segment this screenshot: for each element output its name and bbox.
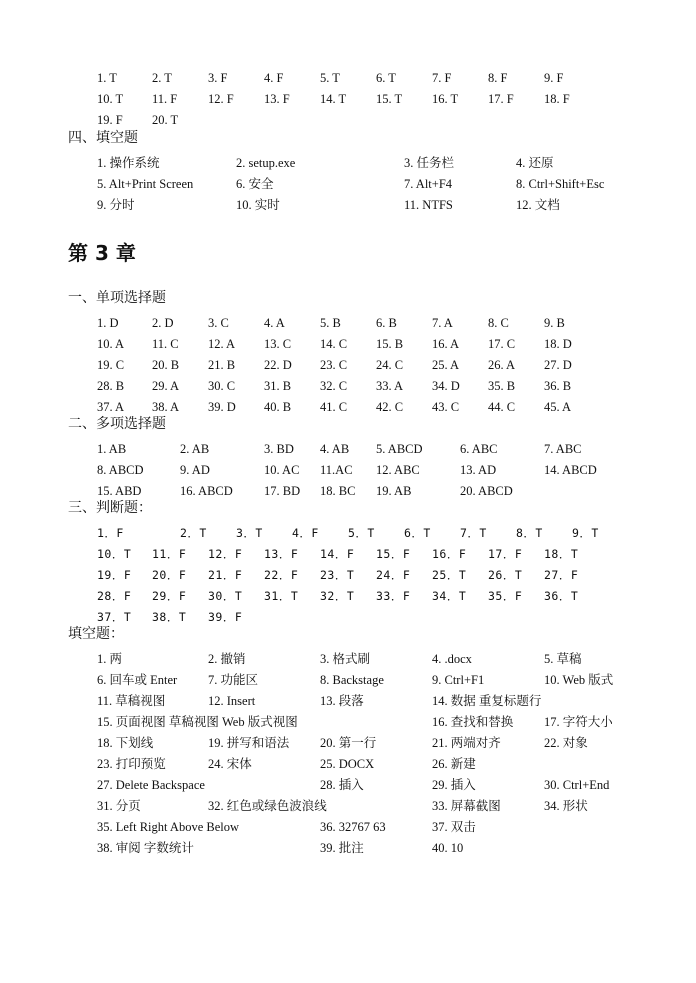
answer-item: 32．T — [320, 589, 355, 603]
answer-item: 12. A — [208, 337, 236, 351]
answer-item: 9. Ctrl+F1 — [432, 673, 485, 687]
answer-item: 7. A — [432, 316, 453, 330]
answer-row — [0, 523, 696, 543]
answer-item: 14. ABCD — [544, 463, 597, 477]
answer-item: 20. T — [152, 113, 179, 127]
answer-row — [0, 754, 696, 774]
answer-item: 13. AD — [460, 463, 497, 477]
answer-item: 15. B — [376, 337, 404, 351]
answer-item: 12. ABC — [376, 463, 420, 477]
answer-item: 39. D — [208, 400, 236, 414]
answer-item: 27．F — [544, 568, 579, 582]
answer-row — [0, 334, 696, 354]
answer-item: 29. 插入 — [432, 778, 476, 792]
fill-heading: 填空题： — [68, 627, 124, 642]
answer-row — [0, 565, 696, 585]
answer-item: 3. C — [208, 316, 229, 330]
answer-item: 3．T — [236, 526, 263, 540]
answer-item: 26．T — [488, 568, 523, 582]
judge-heading: 三、判断题： — [68, 501, 152, 516]
answer-row — [0, 733, 696, 753]
answer-item: 5. 草稿 — [544, 652, 582, 666]
answer-item: 34. D — [432, 379, 460, 393]
answer-item: 43. C — [432, 400, 460, 414]
answer-item: 5. B — [320, 316, 341, 330]
answer-item: 19. AB — [376, 484, 412, 498]
answer-item: 17. 字符大小 — [544, 715, 613, 729]
answer-row — [0, 439, 696, 459]
answer-row — [0, 607, 696, 627]
answer-item: 21．F — [208, 568, 243, 582]
answer-item: 20. 第一行 — [320, 736, 377, 750]
answer-item: 28. B — [97, 379, 125, 393]
answer-item: 27. D — [544, 358, 572, 372]
answer-item: 11.AC — [320, 463, 353, 477]
answer-item: 3. BD — [264, 442, 294, 456]
answer-item: 11. NTFS — [404, 198, 453, 212]
answer-row — [0, 796, 696, 816]
answer-item: 45. A — [544, 400, 572, 414]
answer-item: 35. B — [488, 379, 516, 393]
answer-item: 9. 分时 — [97, 198, 135, 212]
answer-item: 4．F — [292, 526, 319, 540]
answer-row — [0, 89, 696, 109]
answer-row — [0, 670, 696, 690]
answer-item: 24. C — [376, 358, 404, 372]
answer-item: 16．F — [432, 547, 467, 561]
answer-item: 31．T — [264, 589, 299, 603]
answer-item: 13．F — [264, 547, 299, 561]
answer-item: 22．F — [264, 568, 299, 582]
answer-item: 13. 段落 — [320, 694, 364, 708]
answer-item: 18. F — [544, 92, 570, 106]
answer-item: 23．T — [320, 568, 355, 582]
answer-item: 19. 拼写和语法 — [208, 736, 290, 750]
answer-item: 1. AB — [97, 442, 127, 456]
answer-row — [0, 153, 696, 173]
answer-item: 15. ABD — [97, 484, 142, 498]
answer-item: 29．F — [152, 589, 187, 603]
answer-item: 6. 回车或 Enter — [97, 673, 178, 687]
answer-item: 33. 屏幕截图 — [432, 799, 501, 813]
answer-item: 36. 32767 63 — [320, 820, 386, 834]
answer-row — [0, 481, 696, 501]
answer-item: 14. C — [320, 337, 348, 351]
answer-item: 24. 宋体 — [208, 757, 252, 771]
answer-item: 10. T — [97, 92, 124, 106]
answer-row — [0, 460, 696, 480]
answer-item: 13. C — [264, 337, 292, 351]
answer-row — [0, 691, 696, 711]
answer-item: 14. 数据 重复标题行 — [432, 694, 542, 708]
answer-item: 6. 安全 — [236, 177, 274, 191]
answer-item: 32. 红色或绿色波浪线 — [208, 799, 327, 813]
answer-item: 4. A — [264, 316, 285, 330]
answer-row — [0, 397, 696, 417]
answer-item: 5. ABCD — [376, 442, 423, 456]
answer-item: 20．F — [152, 568, 187, 582]
answer-item: 2. D — [152, 316, 174, 330]
answer-item: 3. F — [208, 71, 228, 85]
answer-item: 29. A — [152, 379, 180, 393]
answer-item: 8. F — [488, 71, 508, 85]
answer-item: 11．F — [152, 547, 187, 561]
answer-item: 8. ABCD — [97, 463, 144, 477]
answer-item: 17. F — [488, 92, 514, 106]
answer-item: 35．F — [488, 589, 523, 603]
answer-item: 38．T — [152, 610, 187, 624]
answer-item: 18. 下划线 — [97, 736, 154, 750]
answer-item: 37．T — [97, 610, 132, 624]
answer-item: 28．F — [97, 589, 132, 603]
answer-item: 2. 撤销 — [208, 652, 246, 666]
answer-item: 14．F — [320, 547, 355, 561]
answer-item: 34．T — [432, 589, 467, 603]
multi-choice-heading: 二、多项选择题 — [68, 417, 166, 432]
answer-item: 11. C — [152, 337, 179, 351]
answer-item: 32. C — [320, 379, 348, 393]
answer-item: 5．T — [348, 526, 375, 540]
answer-item: 25．T — [432, 568, 467, 582]
answer-row — [0, 649, 696, 669]
answer-item: 2. T — [152, 71, 172, 85]
answer-item: 31. B — [264, 379, 292, 393]
answer-item: 4. F — [264, 71, 284, 85]
answer-row — [0, 838, 696, 858]
answer-item: 2. setup.exe — [236, 156, 296, 170]
answer-item: 37. 双击 — [432, 820, 476, 834]
answer-row — [0, 195, 696, 215]
answer-item: 26. 新建 — [432, 757, 476, 771]
answer-item: 7. ABC — [544, 442, 582, 456]
single-choice-heading: 一、单项选择题 — [68, 291, 166, 306]
answer-row — [0, 817, 696, 837]
answer-item: 38. 审阅 字数统计 — [97, 841, 194, 855]
answer-item: 4. .docx — [432, 652, 472, 666]
answer-item: 42. C — [376, 400, 404, 414]
answer-row — [0, 110, 696, 130]
answer-item: 30. C — [208, 379, 236, 393]
answer-item: 2．T — [180, 526, 207, 540]
answer-row — [0, 586, 696, 606]
answer-item: 41. C — [320, 400, 348, 414]
answer-item: 21. 两端对齐 — [432, 736, 501, 750]
answer-row — [0, 68, 696, 88]
answer-item: 27. Delete Backspace — [97, 778, 205, 792]
answer-item: 3. 格式刷 — [320, 652, 371, 666]
answer-item: 6. T — [376, 71, 396, 85]
answer-item: 9. B — [544, 316, 565, 330]
answer-row — [0, 376, 696, 396]
answer-row — [0, 355, 696, 375]
answer-item: 38. A — [152, 400, 180, 414]
answer-item: 25. A — [432, 358, 460, 372]
answer-item: 12. 文档 — [516, 198, 560, 212]
answer-item: 5. Alt+Print Screen — [97, 177, 194, 191]
answer-item: 23. C — [320, 358, 348, 372]
answer-item: 39. 批注 — [320, 841, 364, 855]
answer-item: 17. C — [488, 337, 516, 351]
answer-item: 13. F — [264, 92, 290, 106]
answer-item: 21. B — [208, 358, 236, 372]
answer-item: 19. F — [97, 113, 123, 127]
fill-heading-prev: 四、填空题 — [68, 131, 138, 146]
answer-item: 1. 两 — [97, 652, 123, 666]
answer-item: 18. D — [544, 337, 572, 351]
answer-item: 5. T — [320, 71, 340, 85]
answer-item: 7. F — [432, 71, 452, 85]
answer-row — [0, 712, 696, 732]
answer-item: 2. AB — [180, 442, 210, 456]
answer-item: 17. BD — [264, 484, 301, 498]
answer-item: 24．F — [376, 568, 411, 582]
answer-item: 6. ABC — [460, 442, 498, 456]
answer-item: 19. C — [97, 358, 125, 372]
answer-item: 8. Ctrl+Shift+Esc — [516, 177, 605, 191]
answer-row — [0, 775, 696, 795]
answer-item: 20. ABCD — [460, 484, 513, 498]
answer-item: 36．T — [544, 589, 579, 603]
answer-item: 1. 操作系统 — [97, 156, 160, 170]
answer-item: 22. 对象 — [544, 736, 588, 750]
answer-item: 30. Ctrl+End — [544, 778, 610, 792]
answer-item: 3. 任务栏 — [404, 156, 455, 170]
answer-item: 11. F — [152, 92, 178, 106]
answer-item: 33．F — [376, 589, 411, 603]
answer-item: 9. F — [544, 71, 564, 85]
answer-item: 39．F — [208, 610, 243, 624]
answer-item: 40. B — [264, 400, 292, 414]
answer-item: 4. AB — [320, 442, 350, 456]
answer-item: 12．F — [208, 547, 243, 561]
answer-item: 23. 打印预览 — [97, 757, 166, 771]
answer-item: 33. A — [376, 379, 404, 393]
answer-item: 34. 形状 — [544, 799, 588, 813]
answer-item: 16. T — [432, 92, 459, 106]
answer-item: 10. 实时 — [236, 198, 280, 212]
answer-item: 17．F — [488, 547, 523, 561]
answer-item: 31. 分页 — [97, 799, 141, 813]
answer-item: 10. A — [97, 337, 125, 351]
answer-item: 8. C — [488, 316, 509, 330]
answer-item: 26. A — [488, 358, 516, 372]
answer-item: 10. AC — [264, 463, 300, 477]
answer-item: 12. Insert — [208, 694, 256, 708]
answer-row — [0, 174, 696, 194]
answer-item: 1．F — [97, 526, 124, 540]
answer-item: 18．T — [544, 547, 579, 561]
answer-item: 16. A — [432, 337, 460, 351]
answer-item: 30．T — [208, 589, 243, 603]
answer-item: 4. 还原 — [516, 156, 554, 170]
answer-item: 35. Left Right Above Below — [97, 820, 239, 834]
answer-item: 15. 页面视图 草稿视图 Web 版式视图 — [97, 715, 298, 729]
answer-item: 14. T — [320, 92, 347, 106]
answer-item: 10. Web 版式 — [544, 673, 614, 687]
answer-item: 15．F — [376, 547, 411, 561]
answer-item: 1. T — [97, 71, 117, 85]
answer-item: 7. Alt+F4 — [404, 177, 453, 191]
answer-item: 19．F — [97, 568, 132, 582]
answer-item: 20. B — [152, 358, 180, 372]
answer-item: 16. 查找和替换 — [432, 715, 514, 729]
answer-row — [0, 544, 696, 564]
answer-item: 8. Backstage — [320, 673, 384, 687]
chapter-title: 第 3 章 — [68, 241, 136, 265]
answer-item: 22. D — [264, 358, 292, 372]
answer-item: 44. C — [488, 400, 516, 414]
answer-item: 28. 插入 — [320, 778, 364, 792]
answer-item: 37. A — [97, 400, 125, 414]
answer-item: 15. T — [376, 92, 403, 106]
answer-row — [0, 313, 696, 333]
answer-item: 18. BC — [320, 484, 356, 498]
answer-item: 12. F — [208, 92, 234, 106]
answer-item: 8．T — [516, 526, 543, 540]
answer-item: 7．T — [460, 526, 487, 540]
answer-item: 36. B — [544, 379, 572, 393]
answer-item: 40. 10 — [432, 841, 464, 855]
answer-item: 9．T — [572, 526, 599, 540]
answer-item: 25. DOCX — [320, 757, 375, 771]
answer-item: 6. B — [376, 316, 397, 330]
answer-item: 10．T — [97, 547, 132, 561]
answer-item: 9. AD — [180, 463, 210, 477]
answer-item: 11. 草稿视图 — [97, 694, 166, 708]
answer-item: 6．T — [404, 526, 431, 540]
answer-item: 1. D — [97, 316, 119, 330]
answer-item: 16. ABCD — [180, 484, 233, 498]
answer-item: 7. 功能区 — [208, 673, 259, 687]
